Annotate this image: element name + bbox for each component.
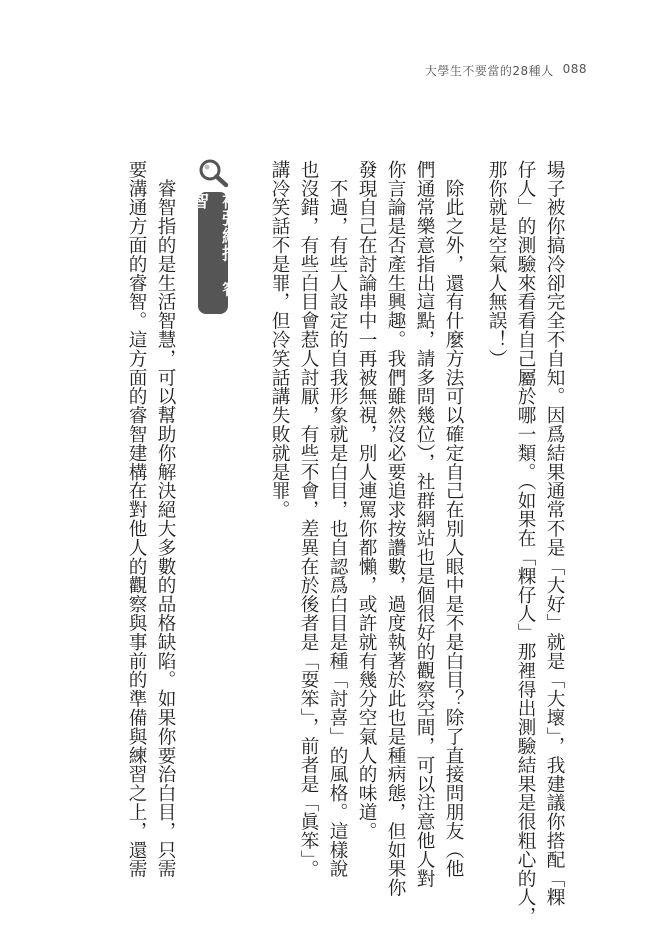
text-column: 仔人」的測驗來看看自己屬於哪一類。（如果在「粿仔人」那裡得出測驗結果是很粗心的人， — [515, 160, 536, 926]
text-column: 不過，有些人設定的自我形象就是白目，也自認爲白目是種「討喜」的風格。這樣說 — [327, 160, 348, 879]
text-column: 場子被你搞冷卻完全不自知。因爲結果通常不是「大好」就是「大壞」，我建議你搭配「粿 — [544, 160, 565, 907]
callout-title: 補強絕招：睿智 — [198, 192, 228, 314]
page-number: 088 — [562, 62, 587, 76]
text-column: 也沒錯，有些白目會惹人討厭，有些不會，差異在於後者是「耍笨」，前者是「眞笨」。 — [298, 160, 319, 879]
book-title: 大學生不要當的28種人 — [424, 64, 554, 78]
callout-heading — [188, 158, 238, 314]
text-column: 睿智指的是生活智慧，可以幫助你解決絕大多數的品格缺陷。如果你要治白目，只需 — [155, 160, 176, 879]
running-header — [425, 62, 587, 79]
text-column: 你言論是否產生興趣。我們雖然沒必要追求按讚數，過度執著於此也是種病態，但如果你 — [385, 160, 406, 898]
text-column: 們通常樂意指出這點，請多問幾位），社群網站也是個很好的觀察空間，可以注意他人對 — [414, 160, 435, 888]
text-column: 要溝通方面的睿智。這方面的睿智建構在對他人的觀察與事前的準備與練習之上，還需 — [126, 160, 147, 879]
text-column: 講冷笑話不是罪，但冷笑話講失敗就是罪。 — [269, 160, 290, 520]
magnifier-icon — [196, 158, 230, 188]
text-column: 那你就是空氣人無誤！） — [486, 160, 507, 368]
text-column: 除此之外，還有什麼方法可以確定自己在別人眼中是不是白目？除了直接問朋友（他 — [443, 160, 464, 879]
text-column: 發現自己在討論串中一再被無視，別人連罵你都懶，或許就有幾分空氣人的味道。 — [356, 160, 377, 841]
